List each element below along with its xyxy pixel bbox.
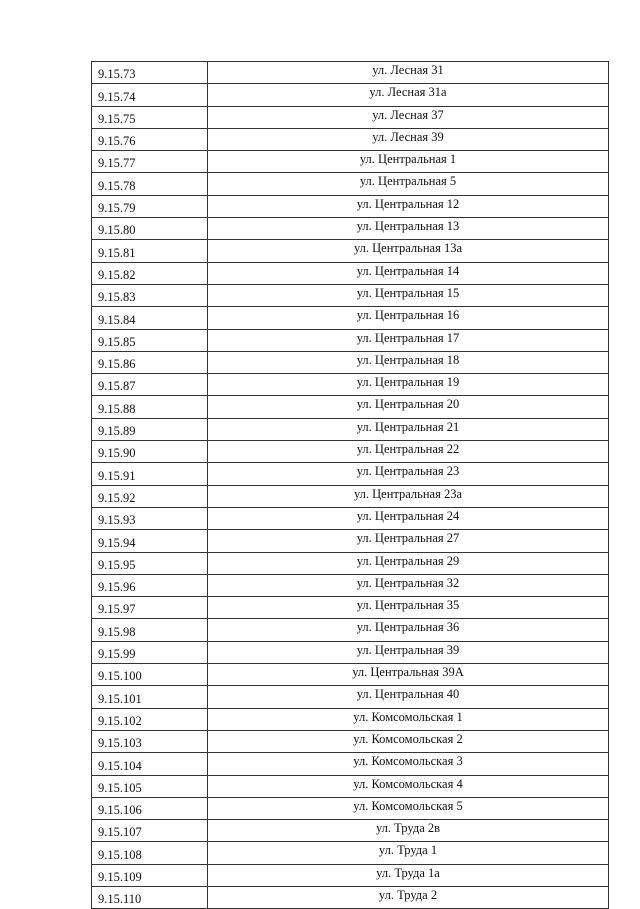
- address-cell: ул. Центральная 19: [208, 374, 609, 396]
- table-row: [92, 84, 609, 106]
- row-number-cell: 9.15.90: [92, 441, 208, 463]
- address-cell: ул. Труда 2: [208, 886, 609, 908]
- table-row: [92, 418, 609, 440]
- row-number-cell: 9.15.83: [92, 284, 208, 306]
- table-row: [92, 128, 609, 150]
- row-number-cell: 9.15.74: [92, 84, 208, 106]
- table-row: [92, 507, 609, 529]
- address-cell: ул. Центральная 24: [208, 507, 609, 529]
- row-number-cell: 9.15.75: [92, 106, 208, 128]
- row-number-cell: 9.15.84: [92, 307, 208, 329]
- row-number-cell: 9.15.80: [92, 218, 208, 240]
- row-number-cell: 9.15.91: [92, 463, 208, 485]
- row-number-cell: 9.15.107: [92, 820, 208, 842]
- table-row: [92, 775, 609, 797]
- row-number-cell: 9.15.92: [92, 485, 208, 507]
- row-number-cell: 9.15.88: [92, 396, 208, 418]
- address-cell: ул. Центральная 39А: [208, 664, 609, 686]
- row-number-cell: 9.15.103: [92, 730, 208, 752]
- address-cell: ул. Центральная 35: [208, 597, 609, 619]
- address-cell: ул. Центральная 17: [208, 329, 609, 351]
- table-row: [92, 284, 609, 306]
- table-row: [92, 820, 609, 842]
- address-cell: ул. Комсомольская 3: [208, 753, 609, 775]
- row-number-cell: 9.15.104: [92, 753, 208, 775]
- address-cell: ул. Центральная 29: [208, 552, 609, 574]
- row-number-cell: 9.15.79: [92, 195, 208, 217]
- address-cell: ул. Труда 1а: [208, 864, 609, 886]
- table-row: [92, 374, 609, 396]
- row-number-cell: 9.15.101: [92, 686, 208, 708]
- address-cell: ул. Комсомольская 5: [208, 797, 609, 819]
- address-cell: ул. Центральная 23: [208, 463, 609, 485]
- row-number-cell: 9.15.95: [92, 552, 208, 574]
- row-number-cell: 9.15.89: [92, 418, 208, 440]
- table-row: [92, 106, 609, 128]
- table-row: [92, 218, 609, 240]
- row-number-cell: 9.15.86: [92, 351, 208, 373]
- address-cell: ул. Центральная 36: [208, 619, 609, 641]
- table-row: [92, 686, 609, 708]
- table-row: [92, 240, 609, 262]
- address-cell: ул. Лесная 37: [208, 106, 609, 128]
- table-row: [92, 753, 609, 775]
- address-cell: ул. Центральная 5: [208, 173, 609, 195]
- row-number-cell: 9.15.99: [92, 641, 208, 663]
- row-number-cell: 9.15.73: [92, 62, 208, 84]
- address-cell: ул. Центральная 32: [208, 574, 609, 596]
- row-number-cell: 9.15.87: [92, 374, 208, 396]
- table-row: [92, 396, 609, 418]
- address-cell: ул. Комсомольская 1: [208, 708, 609, 730]
- table-row: [92, 619, 609, 641]
- address-cell: ул. Центральная 14: [208, 262, 609, 284]
- table-row: [92, 864, 609, 886]
- row-number-cell: 9.15.96: [92, 574, 208, 596]
- address-cell: ул. Центральная 27: [208, 530, 609, 552]
- address-cell: ул. Лесная 39: [208, 128, 609, 150]
- row-number-cell: 9.15.106: [92, 797, 208, 819]
- address-cell: ул. Центральная 22: [208, 441, 609, 463]
- address-cell: ул. Центральная 12: [208, 195, 609, 217]
- address-cell: ул. Центральная 15: [208, 284, 609, 306]
- address-cell: ул. Центральная 16: [208, 307, 609, 329]
- table-row: [92, 664, 609, 686]
- address-table-body: [92, 62, 609, 909]
- table-row: [92, 552, 609, 574]
- table-row: [92, 62, 609, 84]
- table-row: [92, 351, 609, 373]
- table-row: [92, 530, 609, 552]
- address-cell: ул. Лесная 31а: [208, 84, 609, 106]
- address-cell: ул. Центральная 23а: [208, 485, 609, 507]
- table-row: [92, 441, 609, 463]
- row-number-cell: 9.15.76: [92, 128, 208, 150]
- row-number-cell: 9.15.109: [92, 864, 208, 886]
- address-cell: ул. Центральная 21: [208, 418, 609, 440]
- row-number-cell: 9.15.97: [92, 597, 208, 619]
- table-row: [92, 485, 609, 507]
- table-row: [92, 151, 609, 173]
- address-cell: ул. Центральная 20: [208, 396, 609, 418]
- row-number-cell: 9.15.108: [92, 842, 208, 864]
- table-row: [92, 842, 609, 864]
- row-number-cell: 9.15.94: [92, 530, 208, 552]
- address-cell: ул. Центральная 13: [208, 218, 609, 240]
- row-number-cell: 9.15.78: [92, 173, 208, 195]
- address-cell: ул. Труда 2в: [208, 820, 609, 842]
- address-cell: ул. Центральная 1: [208, 151, 609, 173]
- row-number-cell: 9.15.93: [92, 507, 208, 529]
- table-row: [92, 730, 609, 752]
- address-cell: ул. Центральная 18: [208, 351, 609, 373]
- address-cell: ул. Лесная 31: [208, 62, 609, 84]
- address-cell: ул. Центральная 39: [208, 641, 609, 663]
- table-row: [92, 463, 609, 485]
- table-row: [92, 797, 609, 819]
- table-row: [92, 886, 609, 908]
- table-row: [92, 329, 609, 351]
- table-row: [92, 307, 609, 329]
- row-number-cell: 9.15.77: [92, 151, 208, 173]
- table-row: [92, 708, 609, 730]
- row-number-cell: 9.15.105: [92, 775, 208, 797]
- table-row: [92, 195, 609, 217]
- row-number-cell: 9.15.100: [92, 664, 208, 686]
- table-row: [92, 597, 609, 619]
- row-number-cell: 9.15.85: [92, 329, 208, 351]
- address-cell: ул. Труда 1: [208, 842, 609, 864]
- row-number-cell: 9.15.81: [92, 240, 208, 262]
- address-table: [91, 61, 609, 909]
- address-cell: ул. Центральная 40: [208, 686, 609, 708]
- row-number-cell: 9.15.102: [92, 708, 208, 730]
- table-row: [92, 262, 609, 284]
- row-number-cell: 9.15.82: [92, 262, 208, 284]
- table-row: [92, 173, 609, 195]
- row-number-cell: 9.15.110: [92, 886, 208, 908]
- table-row: [92, 641, 609, 663]
- row-number-cell: 9.15.98: [92, 619, 208, 641]
- address-cell: ул. Комсомольская 4: [208, 775, 609, 797]
- address-cell: ул. Комсомольская 2: [208, 730, 609, 752]
- table-row: [92, 574, 609, 596]
- address-cell: ул. Центральная 13а: [208, 240, 609, 262]
